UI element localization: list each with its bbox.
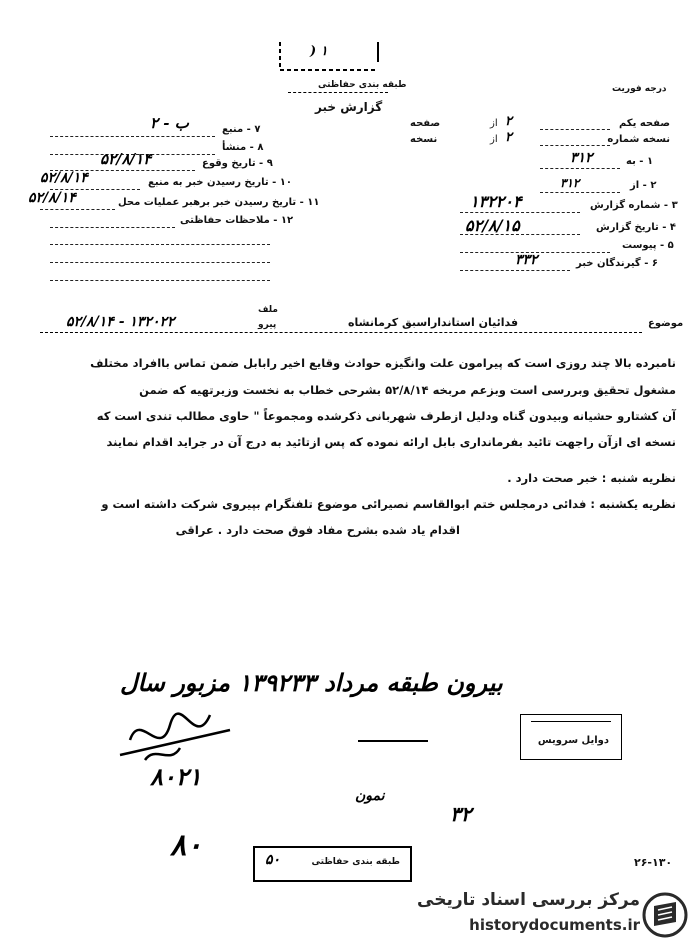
- field-to-label: ۱ - به: [626, 156, 654, 167]
- classification-bottom-text: طبقه بندی حفاظتی: [311, 857, 400, 867]
- field-security-notes-label: ۱۲ - ملاحظات حفاظتی: [180, 215, 294, 226]
- subject-ref-label: ملف: [258, 305, 278, 315]
- top-stamp-text: ) ۱: [310, 44, 328, 59]
- handwritten-sign-number: ۸۰۲۱: [150, 762, 202, 791]
- stamp-right-text: دوایل سرویس: [537, 735, 609, 746]
- field-attachment-label: ۵ - پیوست: [622, 240, 674, 251]
- field-copy-right: نسخه: [410, 134, 438, 145]
- classification-bottom-code: ۵۰: [265, 852, 281, 868]
- subject-ref-value: ۵۲/۸/۱۴ - ۱۳۲۰۲۲: [66, 314, 175, 330]
- field-source-label: ۷ - منبع: [222, 124, 261, 135]
- classification-top: طبقه بندی حفاظتی: [318, 80, 407, 90]
- field-to-rule: [540, 168, 620, 169]
- watermark-logo-icon: [642, 892, 688, 938]
- field-copy-of: از: [490, 134, 498, 145]
- field-source-value: ۲ - ب: [150, 114, 189, 132]
- field-recipients-value: ۳۳۲: [515, 252, 538, 268]
- body-line-6: نظریه یکشنبه : فدائی درمجلس ختم ابوالقاسم نصیرائی موضوع تلفنگرام بپیروی شرکت داشته است و: [101, 497, 676, 511]
- field-report-date-value: ۵۲/۸/۱۵: [465, 216, 520, 235]
- body-line-1: نامبرده بالا چند روزی است که پیرامون علت وانگیزه حوادث وقایع اخیر رابابل ضمن تماس باافراد مختلف: [90, 356, 676, 370]
- field-recipients-label: ۶ - گیرندگان خبر: [576, 258, 658, 269]
- field-page-value: ۲: [505, 114, 512, 129]
- top-stamp-outline: [270, 40, 390, 85]
- blank-rule-3: [50, 280, 270, 281]
- field-report-no-label: ۳ - شماره گزارش: [590, 200, 678, 211]
- field-origin-label: ۸ - منشأ: [222, 142, 264, 153]
- field-copy-rule: [540, 145, 610, 146]
- stamp-right-inner-line: [531, 721, 611, 722]
- stamp-right: [520, 714, 622, 760]
- field-received-source-label: ۱۰ - تاریخ رسیدن خبر به منبع: [148, 177, 292, 188]
- field-page-label: صفحه یکم: [618, 118, 670, 129]
- field-from-value: ۳۱۲: [560, 176, 580, 190]
- body-line-4: نسخه ای ازآن راجهت تائید بفرمانداری بابل ارائه نموده که پس ازتائید به درج آن در جراید اقدام نمایند: [106, 435, 676, 449]
- handwritten-code: ۳۲: [450, 802, 472, 826]
- handwritten-mid-note: نمون: [355, 788, 385, 804]
- field-security-notes-rule: [50, 227, 175, 228]
- mid-bracket: [358, 740, 428, 742]
- body-line-2: مشغول تحقیق وبررسی است وبزعم مربخه ۵۲/۸/۱۴ بشرحی خطاب به نخست وزیرتهیه که ضمن: [139, 383, 676, 397]
- handwritten-note: ۸۰: [170, 828, 203, 863]
- field-page-of: از: [490, 118, 498, 129]
- field-occurrence-date-value: ۵۲/۸/۱۴: [100, 150, 152, 168]
- body-line-7: اقدام یاد شده بشرح مفاد فوق صحت دارد . عراقی: [175, 523, 460, 537]
- body-line-3: آن کشتارو حشیانه وبیدون گناه ودلیل ازطرف شهربانی ذکرشده ومجموعاً " حاوی مطالب تندی است که: [96, 409, 676, 423]
- priority-label: درجه فوریت: [612, 84, 667, 94]
- form-title: گزارش خبر: [315, 100, 383, 114]
- watermark-title: مرکز بررسی اسناد تاریخی: [417, 890, 640, 910]
- handwritten-line: بیرون طبقه مرداد ۱۳۹۲۳۳ مزبور سال: [120, 668, 503, 697]
- subject-label: موضوع: [648, 318, 684, 329]
- watermark: [410, 888, 692, 944]
- field-page-right: صفحه: [410, 118, 441, 129]
- subject-ref-label2: پیرو: [258, 320, 277, 330]
- field-report-no-rule: [460, 212, 580, 213]
- field-report-date-label: ۴ - تاریخ گزارش: [596, 222, 676, 233]
- field-copy-label: نسخه شماره: [607, 134, 670, 145]
- field-from-label: ۲ - از: [630, 180, 657, 191]
- watermark-url: historydocuments.ir: [469, 916, 640, 934]
- field-received-ops-value: ۵۲/۸/۱۴: [28, 190, 76, 206]
- field-copy-value: ۲: [505, 130, 512, 145]
- field-to-value: ۳۱۲: [570, 150, 593, 166]
- field-page-rule: [540, 129, 610, 130]
- field-occurrence-date-label: ۹ - تاریخ وقوع: [202, 158, 273, 169]
- subject-rule: [40, 332, 642, 333]
- field-from-rule: [540, 192, 620, 193]
- classification-top-rule: [288, 92, 388, 93]
- classification-bottom-box: [253, 846, 412, 882]
- page-code: ۲۶-۱۳۰: [634, 856, 673, 869]
- field-received-ops-rule: [40, 209, 115, 210]
- blank-rule-2: [50, 262, 270, 263]
- body-line-5: نظریه شنبه : خبر صحت دارد .: [507, 471, 676, 485]
- field-report-no-value: ۱۳۲۲۰۴: [470, 192, 522, 211]
- subject-text: فدائیان استانداراسبق کرمانشاه: [348, 316, 519, 329]
- signature-scribble: [100, 700, 240, 770]
- field-recipients-rule: [460, 270, 570, 271]
- field-received-source-value: ۵۲/۸/۱۴: [40, 170, 88, 186]
- blank-rule-1: [50, 244, 270, 245]
- top-stamp: [270, 40, 380, 78]
- field-source-rule: [50, 136, 215, 137]
- left-field-block: [410, 114, 670, 278]
- field-received-ops-label: ۱۱ - تاریخ رسیدن خبر برهبر عملیات محل: [118, 197, 320, 208]
